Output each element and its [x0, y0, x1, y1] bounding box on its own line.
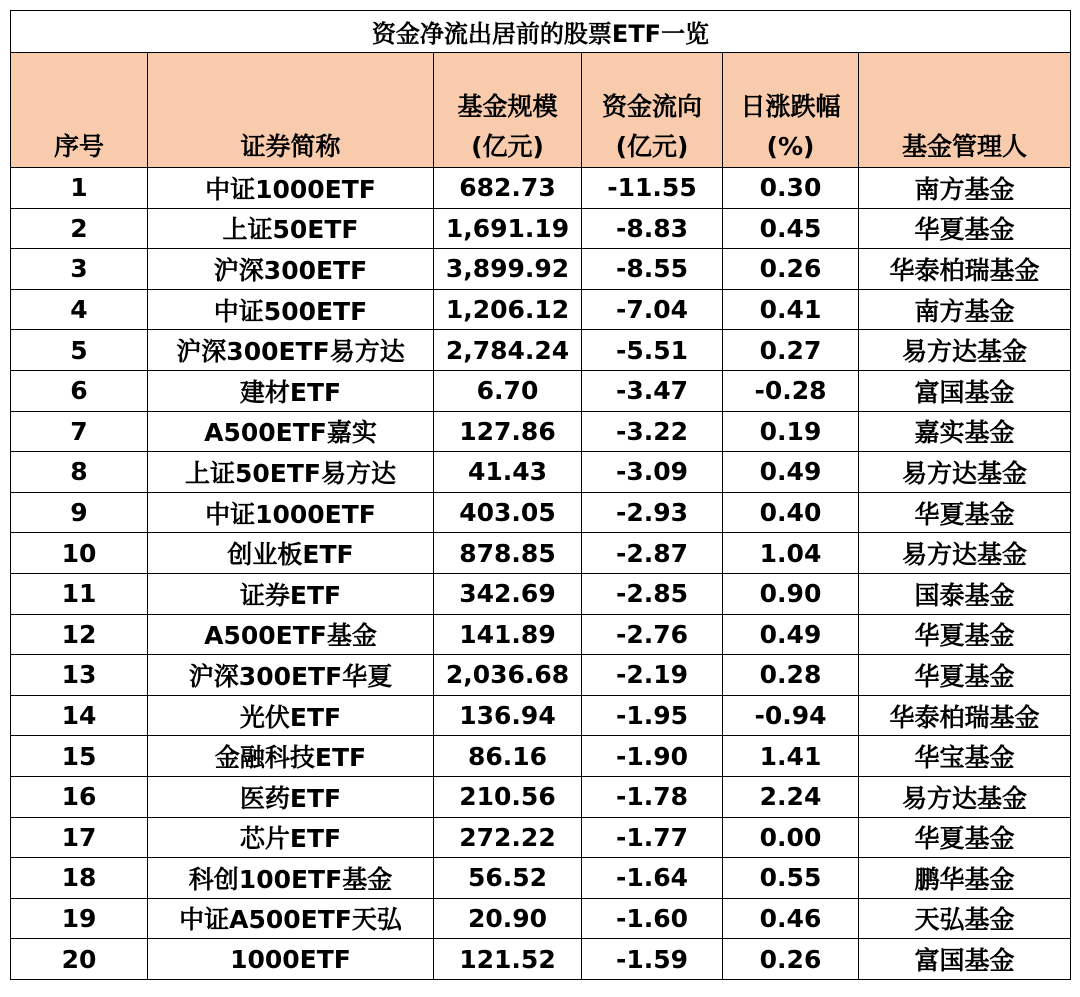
cell-flow: -1.77: [582, 817, 723, 858]
cell-name: 1000ETF: [148, 939, 434, 980]
cell-manager: 嘉实基金: [859, 411, 1071, 452]
table-row: [11, 817, 1071, 858]
cell-name: 创业板ETF: [148, 533, 434, 574]
table-row: [11, 208, 1071, 249]
cell-change: 0.49: [723, 452, 859, 493]
cell-name: A500ETF嘉实: [148, 411, 434, 452]
header-flow-line2: (亿元): [615, 132, 689, 161]
header-manager: [859, 53, 1071, 168]
cell-change: 0.46: [723, 898, 859, 939]
table-title: 资金净流出居前的股票ETF一览: [11, 11, 1071, 53]
table-row: [11, 249, 1071, 290]
cell-index: 13: [11, 655, 148, 696]
cell-change: 0.00: [723, 817, 859, 858]
cell-manager: 华宝基金: [859, 736, 1071, 777]
cell-flow: -11.55: [582, 168, 723, 209]
cell-change: 0.26: [723, 939, 859, 980]
table-body: [11, 168, 1071, 980]
cell-flow: -8.55: [582, 249, 723, 290]
header-scale-line2: (亿元): [471, 132, 544, 161]
cell-flow: -5.51: [582, 330, 723, 371]
cell-manager: 易方达基金: [859, 533, 1071, 574]
cell-name: A500ETF基金: [148, 614, 434, 655]
header-scale-line1: 基金规模: [457, 92, 558, 121]
title-row: [11, 11, 1071, 53]
header-name: [148, 53, 434, 168]
cell-scale: 121.52: [434, 939, 582, 980]
cell-scale: 41.43: [434, 452, 582, 493]
cell-manager: 南方基金: [859, 289, 1071, 330]
header-flow-line1: 资金流向: [601, 92, 702, 121]
table-row: [11, 533, 1071, 574]
cell-name: 沪深300ETF华夏: [148, 655, 434, 696]
table-row: [11, 492, 1071, 533]
cell-index: 5: [11, 330, 148, 371]
table-row: [11, 614, 1071, 655]
cell-manager: 南方基金: [859, 168, 1071, 209]
cell-index: 15: [11, 736, 148, 777]
table-row: [11, 776, 1071, 817]
cell-name: 中证500ETF: [148, 289, 434, 330]
cell-index: 9: [11, 492, 148, 533]
cell-name: 中证1000ETF: [148, 492, 434, 533]
table-row: [11, 168, 1071, 209]
cell-flow: -2.93: [582, 492, 723, 533]
cell-scale: 20.90: [434, 898, 582, 939]
cell-flow: -7.04: [582, 289, 723, 330]
cell-scale: 2,784.24: [434, 330, 582, 371]
cell-index: 10: [11, 533, 148, 574]
cell-flow: -1.95: [582, 695, 723, 736]
cell-change: 0.28: [723, 655, 859, 696]
cell-manager: 天弘基金: [859, 898, 1071, 939]
cell-change: 0.40: [723, 492, 859, 533]
cell-index: 11: [11, 573, 148, 614]
cell-flow: -1.78: [582, 776, 723, 817]
cell-manager: 华泰柏瑞基金: [859, 249, 1071, 290]
cell-name: 科创100ETF基金: [148, 858, 434, 899]
cell-manager: 华夏基金: [859, 614, 1071, 655]
cell-index: 18: [11, 858, 148, 899]
cell-index: 19: [11, 898, 148, 939]
cell-name: 证券ETF: [148, 573, 434, 614]
cell-scale: 141.89: [434, 614, 582, 655]
cell-index: 4: [11, 289, 148, 330]
cell-manager: 华夏基金: [859, 492, 1071, 533]
cell-index: 16: [11, 776, 148, 817]
table-row: [11, 452, 1071, 493]
cell-scale: 878.85: [434, 533, 582, 574]
cell-change: 0.30: [723, 168, 859, 209]
cell-change: 0.49: [723, 614, 859, 655]
cell-flow: -1.59: [582, 939, 723, 980]
cell-scale: 86.16: [434, 736, 582, 777]
cell-flow: -1.60: [582, 898, 723, 939]
cell-flow: -2.85: [582, 573, 723, 614]
etf-outflow-table: [10, 10, 1071, 980]
cell-scale: 2,036.68: [434, 655, 582, 696]
cell-manager: 易方达基金: [859, 452, 1071, 493]
cell-index: 20: [11, 939, 148, 980]
cell-index: 17: [11, 817, 148, 858]
cell-name: 上证50ETF: [148, 208, 434, 249]
cell-flow: -3.47: [582, 370, 723, 411]
cell-scale: 127.86: [434, 411, 582, 452]
table-row: [11, 939, 1071, 980]
cell-change: 0.45: [723, 208, 859, 249]
cell-scale: 6.70: [434, 370, 582, 411]
cell-manager: 易方达基金: [859, 330, 1071, 371]
cell-scale: 210.56: [434, 776, 582, 817]
cell-scale: 1,691.19: [434, 208, 582, 249]
cell-scale: 272.22: [434, 817, 582, 858]
table-row: [11, 695, 1071, 736]
cell-scale: 403.05: [434, 492, 582, 533]
cell-flow: -1.64: [582, 858, 723, 899]
cell-change: 0.27: [723, 330, 859, 371]
cell-index: 7: [11, 411, 148, 452]
cell-name: 沪深300ETF易方达: [148, 330, 434, 371]
cell-name: 中证A500ETF天弘: [148, 898, 434, 939]
cell-flow: -3.22: [582, 411, 723, 452]
cell-change: -0.94: [723, 695, 859, 736]
cell-flow: -8.83: [582, 208, 723, 249]
cell-scale: 1,206.12: [434, 289, 582, 330]
cell-change: 2.24: [723, 776, 859, 817]
cell-manager: 富国基金: [859, 939, 1071, 980]
cell-index: 12: [11, 614, 148, 655]
cell-flow: -2.19: [582, 655, 723, 696]
cell-change: 0.55: [723, 858, 859, 899]
cell-change: 0.19: [723, 411, 859, 452]
table-row: [11, 655, 1071, 696]
table-row: [11, 898, 1071, 939]
cell-manager: 富国基金: [859, 370, 1071, 411]
cell-name: 芯片ETF: [148, 817, 434, 858]
cell-manager: 华夏基金: [859, 817, 1071, 858]
header-change-line1: 日涨跌幅: [740, 92, 841, 121]
header-index: [11, 53, 148, 168]
table-row: [11, 289, 1071, 330]
header-change: [723, 53, 859, 168]
cell-scale: 682.73: [434, 168, 582, 209]
cell-manager: 华泰柏瑞基金: [859, 695, 1071, 736]
header-change-line2: (%): [766, 132, 815, 161]
cell-scale: 56.52: [434, 858, 582, 899]
cell-name: 建材ETF: [148, 370, 434, 411]
table-row: [11, 858, 1071, 899]
table-row: [11, 573, 1071, 614]
header-manager-label: 基金管理人: [902, 132, 1028, 161]
cell-name: 医药ETF: [148, 776, 434, 817]
cell-scale: 136.94: [434, 695, 582, 736]
cell-flow: -1.90: [582, 736, 723, 777]
cell-index: 8: [11, 452, 148, 493]
cell-scale: 342.69: [434, 573, 582, 614]
cell-scale: 3,899.92: [434, 249, 582, 290]
header-name-label: 证券简称: [240, 132, 341, 161]
cell-manager: 国泰基金: [859, 573, 1071, 614]
cell-index: 14: [11, 695, 148, 736]
table-row: [11, 370, 1071, 411]
table-row: [11, 411, 1071, 452]
cell-manager: 华夏基金: [859, 208, 1071, 249]
header-index-label: 序号: [53, 132, 104, 161]
header-scale: [434, 53, 582, 168]
cell-manager: 易方达基金: [859, 776, 1071, 817]
cell-change: 1.41: [723, 736, 859, 777]
table-row: [11, 736, 1071, 777]
cell-name: 中证1000ETF: [148, 168, 434, 209]
cell-change: -0.28: [723, 370, 859, 411]
cell-change: 0.26: [723, 249, 859, 290]
cell-change: 1.04: [723, 533, 859, 574]
cell-index: 1: [11, 168, 148, 209]
cell-name: 光伏ETF: [148, 695, 434, 736]
cell-name: 金融科技ETF: [148, 736, 434, 777]
cell-change: 0.41: [723, 289, 859, 330]
cell-change: 0.90: [723, 573, 859, 614]
cell-flow: -2.76: [582, 614, 723, 655]
cell-index: 3: [11, 249, 148, 290]
cell-name: 上证50ETF易方达: [148, 452, 434, 493]
cell-name: 沪深300ETF: [148, 249, 434, 290]
header-flow: [582, 53, 723, 168]
cell-manager: 鹏华基金: [859, 858, 1071, 899]
cell-index: 6: [11, 370, 148, 411]
cell-flow: -3.09: [582, 452, 723, 493]
cell-index: 2: [11, 208, 148, 249]
table-row: [11, 330, 1071, 371]
header-row: [11, 53, 1071, 168]
cell-flow: -2.87: [582, 533, 723, 574]
cell-manager: 华夏基金: [859, 655, 1071, 696]
